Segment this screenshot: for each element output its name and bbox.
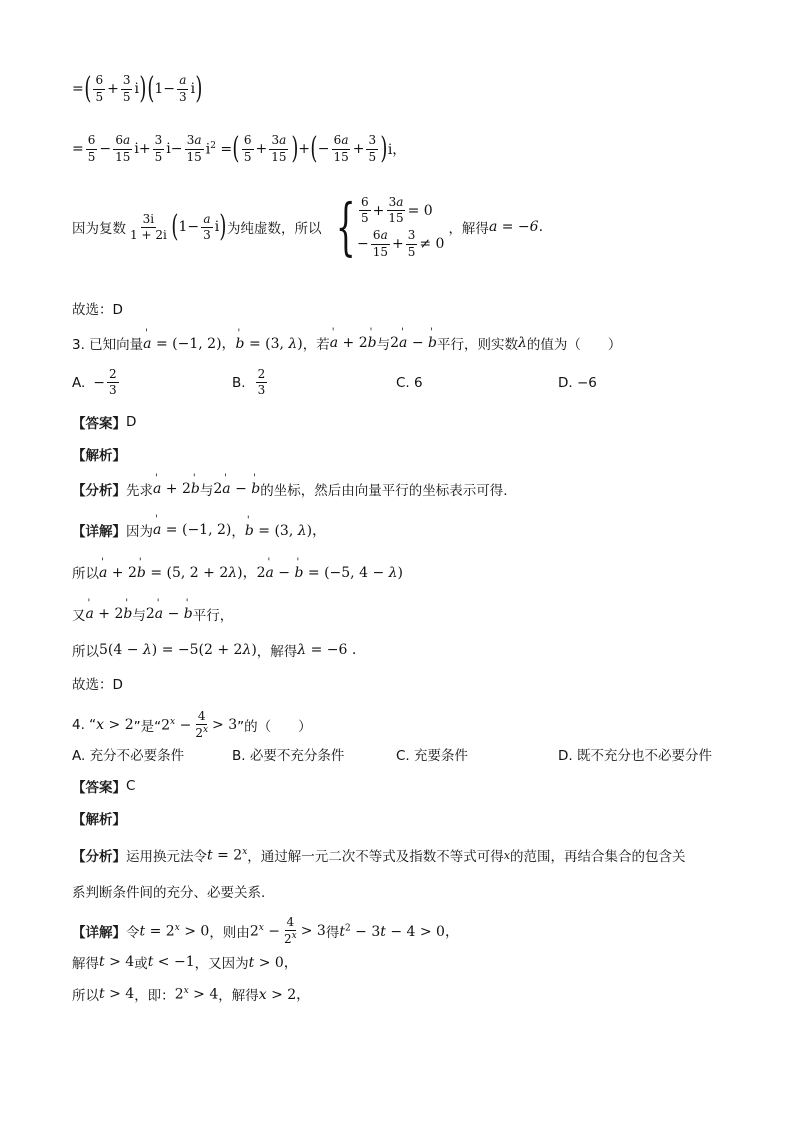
q4-fenxi-line-2: 系判断条件间的充分、必要关系. xyxy=(72,885,266,901)
selection-answer-3: 故选：D xyxy=(72,677,123,693)
q4-option-d: D. 既不充分也不必要分件 xyxy=(558,748,712,764)
detail-line-1: 【详解】 因为 ' a = (−1, 2) ， ' b = (3, λ)， xyxy=(72,520,326,540)
q4-detail-line-1: 【详解】 令 $t = 2^x > 0$ ，则由 $2^x$ − $\frac{4}{2^x}$ > 3 得 $t^2 - 3t - 4 > 0$， xyxy=(72,915,459,947)
answer-line: 【答案】 D xyxy=(72,414,137,432)
q4-fenxi-line-1: 【分析】 运用换元法令 $t = 2^x$ ，通过解一元二次不等式及指数不等式可得 x 的范围，再结合集合的包含关 xyxy=(72,846,686,865)
question-4-stem: 4. “ x > 2 ”是“ $2^x$ − $\frac{4}{2^x}$ > 3 ”的（ ） xyxy=(72,709,312,741)
selection-answer: 故选：D xyxy=(72,302,123,318)
q4-answer-line: 【答案】 C xyxy=(72,778,136,796)
q4-option-c: C. 充要条件 xyxy=(396,748,469,764)
equals-sign: = xyxy=(72,81,84,97)
question-3-stem: 3. 已知向量 ' a = (−1, 2)，' b = (3, λ) ，若 ' a + 2' b 与 2' a − ' b 平行，则实数 λ 的值为（ ） xyxy=(72,333,621,353)
option-b: B. $\frac{2}{3}$ xyxy=(232,367,266,398)
q4-detail-line-2: 解得 t > 4 或 t < −1 ，又因为 t > 0， xyxy=(72,954,298,972)
result-value: a = −6 xyxy=(488,219,539,236)
q4-analysis-heading: 【解析】 xyxy=(72,812,126,828)
analysis-fenxi: 【分析】 先求 ' a + 2' b 与 2' a − ' b 的坐标，然后由向量平行的坐标表示可得. xyxy=(72,479,508,499)
option-a: A. − $\frac{2}{3}$ xyxy=(72,367,117,398)
detail-line-2: 所以 ' a + 2' b = (5, 2 + 2λ)，2' a − ' b = (−5, 4 − λ) xyxy=(72,562,403,582)
equation-line-3: 因为复数 $\frac{3i}{1 + 2i}$ ( 1− $\frac{a}{3}$ i ) 为纯虚数，所以 { $\frac{6}{5}$ + $\frac{3a}{15}$ = 0 − $\frac{6a}{15}$ + $\frac{3}{5}$ ≠ 0 ，解得 a = −6 . xyxy=(72,190,544,264)
equation-line-2: = $\frac{6}{5}$ − $\frac{6a}{15}$ i+ $\frac{3}{5}$ i− $\frac{3a}{15}$ $i^2$ = ( $\frac{6}{5}$ + $\frac{3a}{15}$ ) + ( − $\frac{6a}{15}$ + $\frac{3}{5}$ ) i， xyxy=(72,131,407,166)
equals-sign: = xyxy=(72,141,84,157)
analysis-heading: 【解析】 xyxy=(72,448,126,464)
option-c: C. 6 xyxy=(396,375,423,391)
q4-detail-line-3: 所以 t > 4 ，即： $2^x > 4$ ，解得 x > 2， xyxy=(72,985,311,1004)
option-d: D. −6 xyxy=(558,375,597,391)
q4-option-a: A. 充分不必要条件 xyxy=(72,748,185,764)
detail-line-4: 所以 5(4 − λ) = −5(2 + 2λ) ，解得 λ = −6 . xyxy=(72,642,357,660)
q4-option-b: B. 必要不充分条件 xyxy=(232,748,345,764)
equation-system: { $\frac{6}{5}$ + $\frac{3a}{15}$ = 0 − $\frac{6a}{15}$ + $\frac{3}{5}$ ≠ 0 xyxy=(335,190,445,264)
detail-line-3: 又 ' a + 2' b 与 2' a − ' b 平行， xyxy=(72,604,233,624)
equation-line-1: = ( $\frac{6}{5}$ + $\frac{3}{5}$ i ) ( 1− $\frac{a}{3}$ i ) xyxy=(72,71,203,106)
